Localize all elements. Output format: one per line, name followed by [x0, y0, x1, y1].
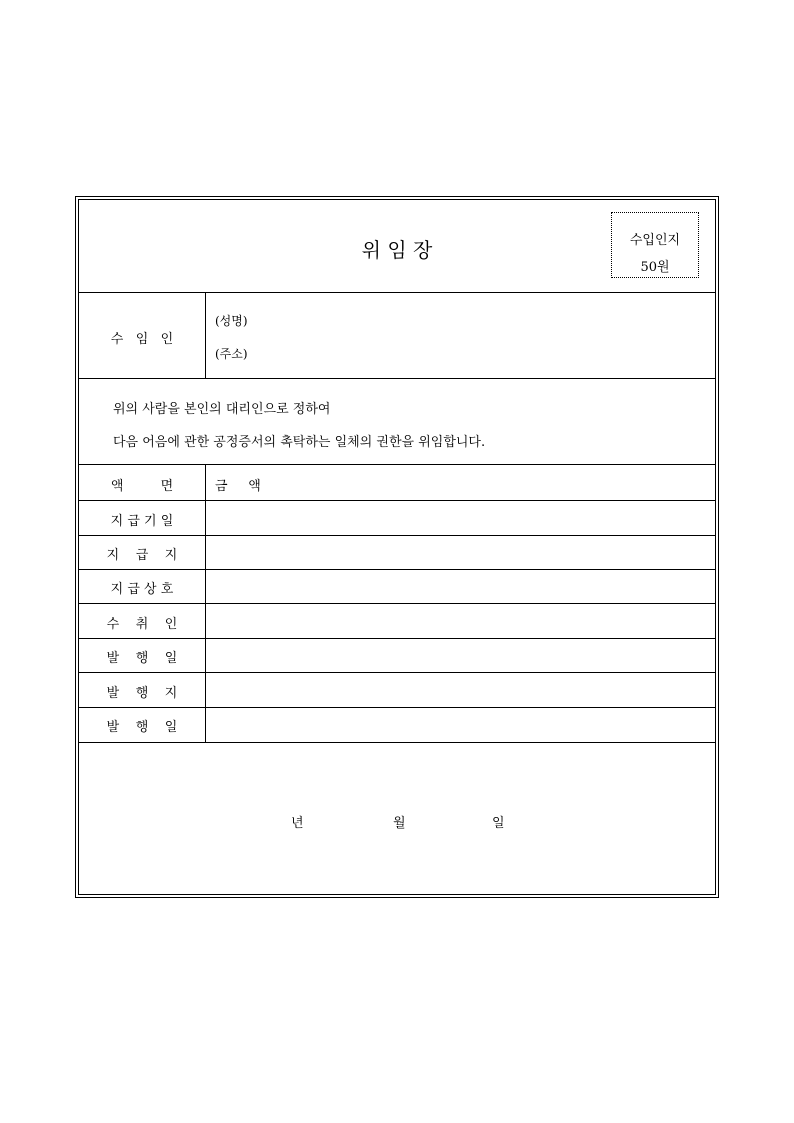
divider	[79, 378, 715, 379]
statement-line-1: 위의 사람을 본인의 대리인으로 정하여	[113, 402, 331, 417]
row-divider	[79, 500, 715, 501]
stamp-amount: 50원	[640, 260, 670, 275]
statement-line-2: 다음 어음에 관한 공정증서의 촉탁하는 일체의 권한을 위임합니다.	[113, 435, 486, 450]
row-label: 발 행 일	[106, 720, 178, 735]
row-label: 지 급 지	[106, 548, 178, 563]
stamp-label: 수입인지	[629, 233, 681, 248]
attorney-label: 수 임 인	[110, 332, 174, 347]
date-month: 월	[393, 816, 406, 831]
row-divider	[79, 603, 715, 604]
date-day: 일	[492, 816, 505, 831]
divider	[79, 742, 715, 743]
row-label: 발 행 지	[106, 686, 178, 701]
row-label: 수 취 인	[106, 617, 178, 632]
date-year: 년	[291, 816, 304, 831]
row-divider	[79, 707, 715, 708]
divider	[79, 464, 715, 465]
attorney-name-field[interactable]: (성명)	[215, 314, 248, 328]
power-of-attorney-form	[78, 199, 716, 895]
row-label: 지 급 기 일	[110, 514, 174, 529]
row-divider	[79, 638, 715, 639]
row-divider	[79, 672, 715, 673]
column-divider	[205, 292, 206, 378]
row-label: 지 급 상 호	[110, 582, 174, 597]
attorney-address-field[interactable]: (주소)	[215, 347, 248, 361]
revenue-stamp-box	[611, 212, 699, 278]
row-label: 발 행 일	[106, 651, 178, 666]
row-value-field[interactable]: 금 액	[215, 479, 261, 494]
row-divider	[79, 569, 715, 570]
row-divider	[79, 535, 715, 536]
document-title: 위 임 장	[361, 238, 433, 262]
divider	[79, 292, 715, 293]
row-label: 액 면	[110, 479, 174, 494]
